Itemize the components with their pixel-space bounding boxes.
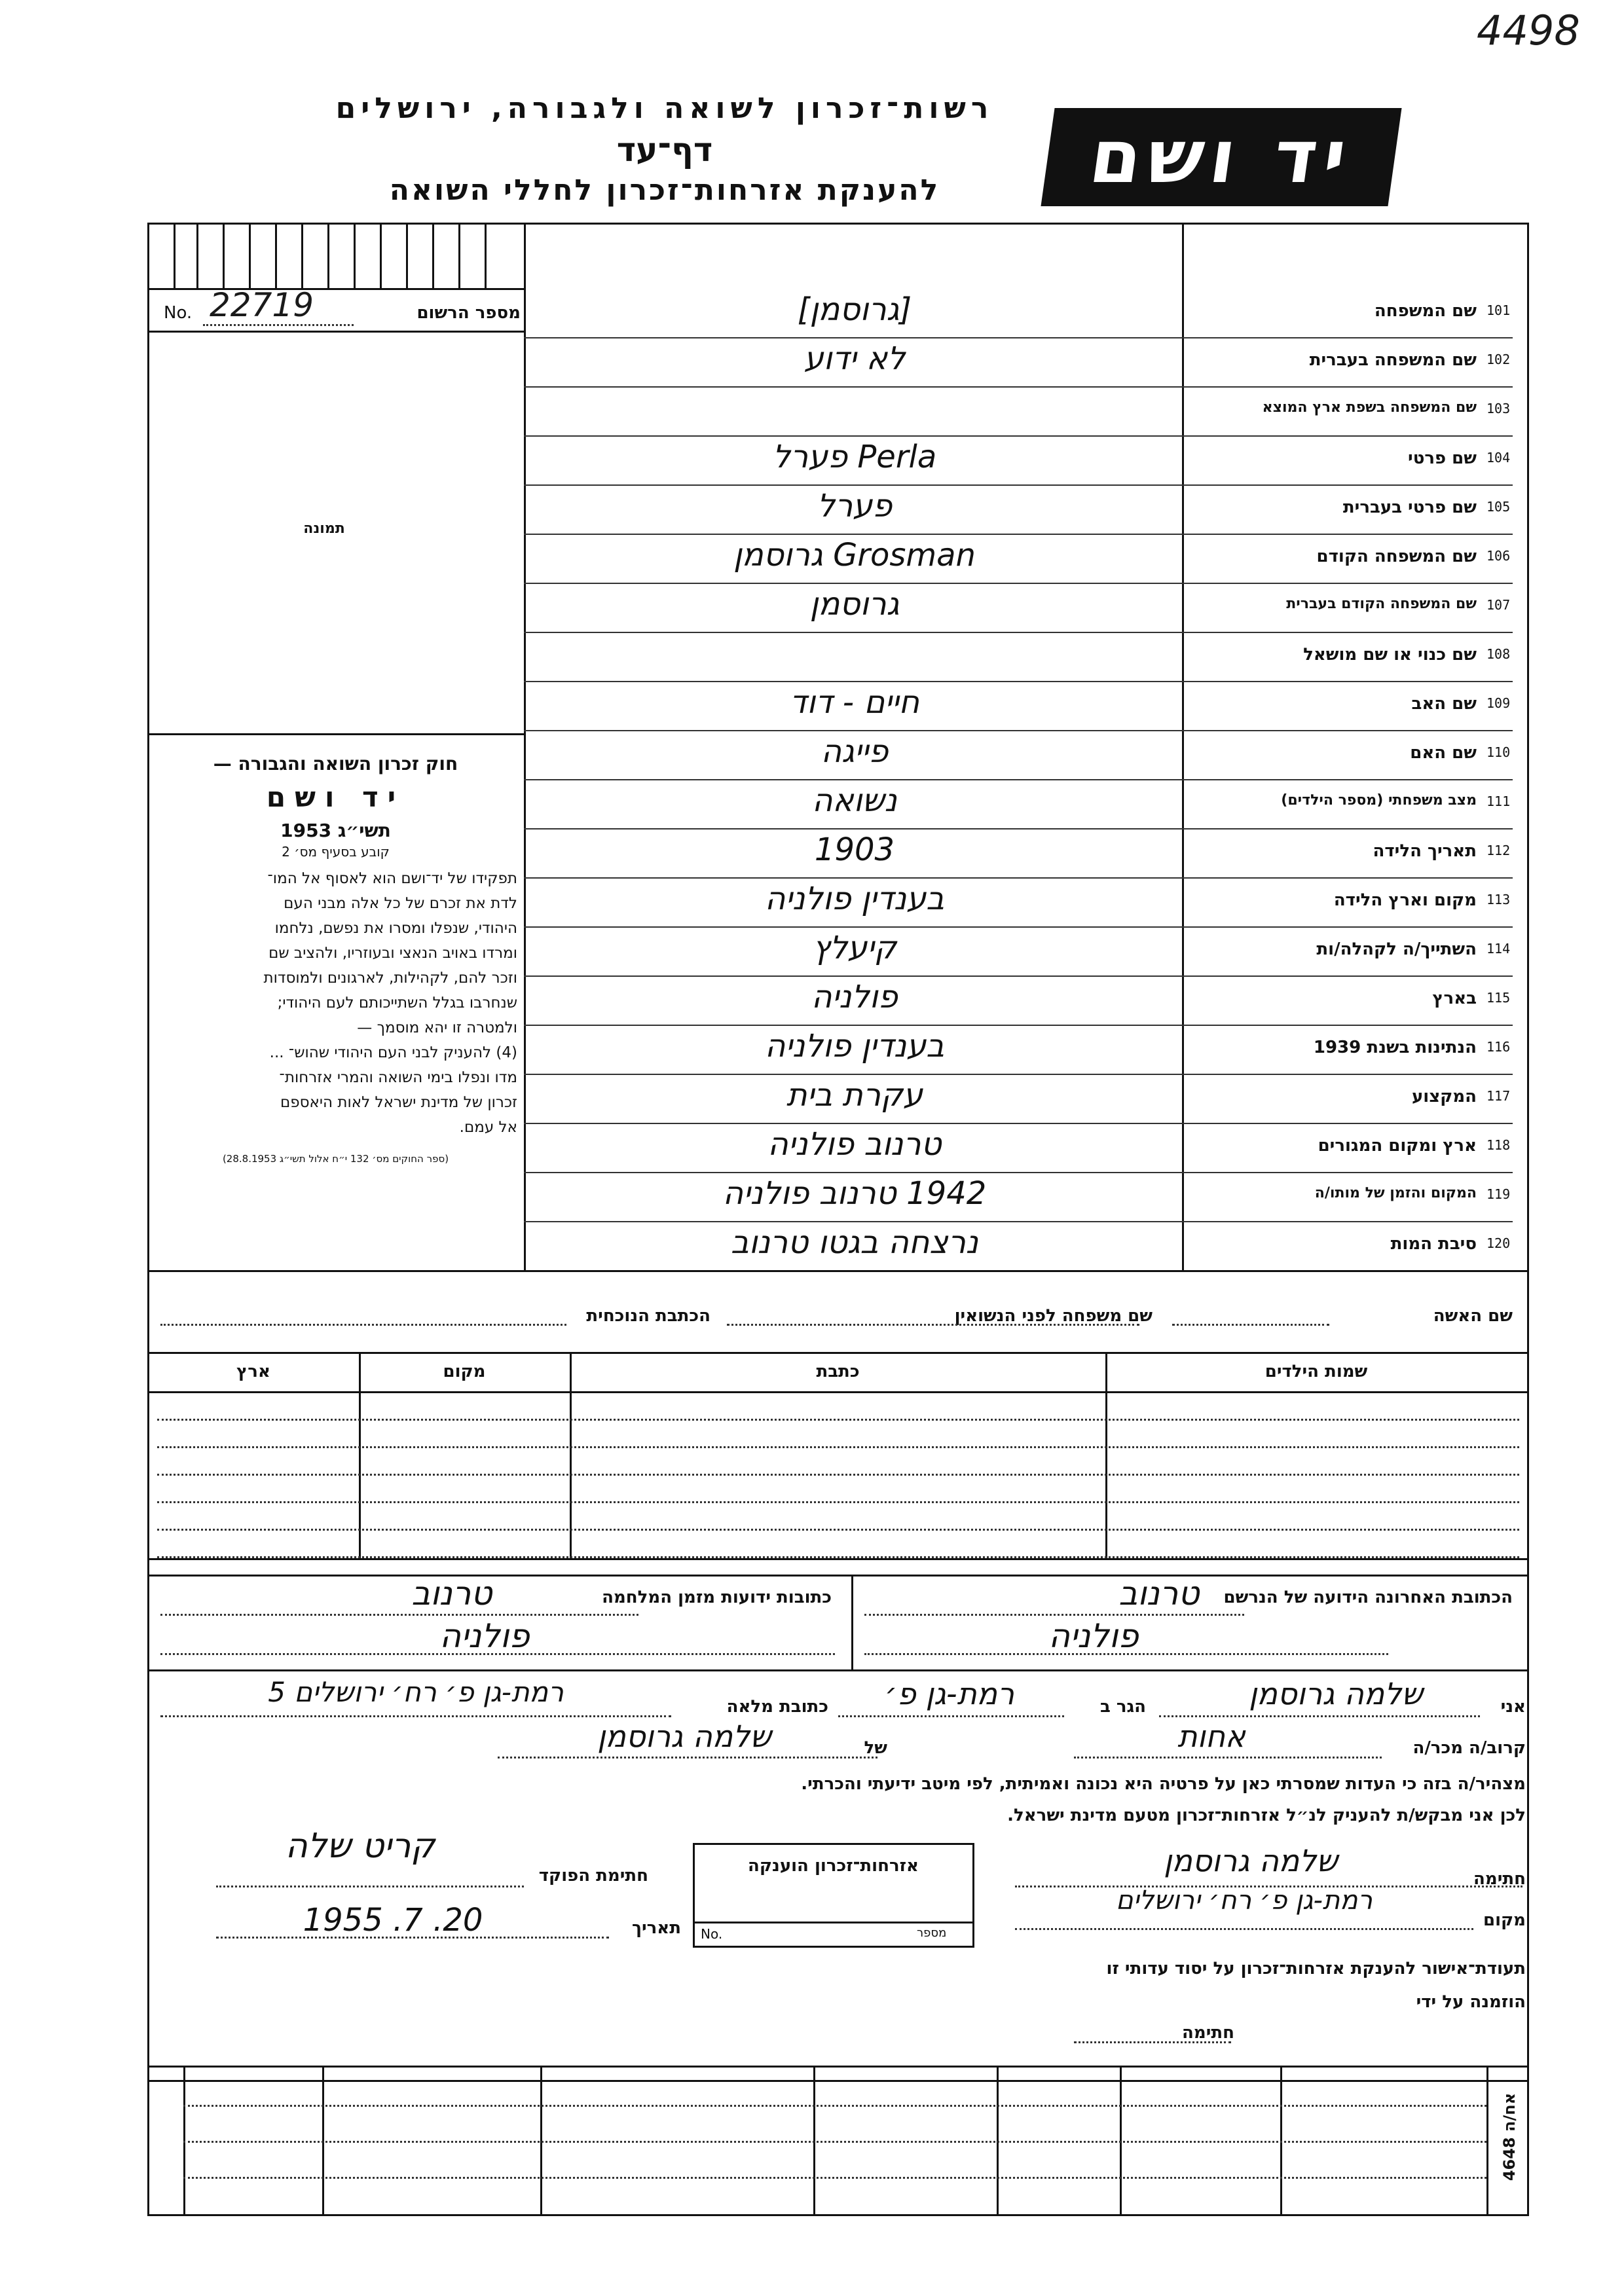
law-text-line: ומרדו באויב הנאצי ובעוזריו, ולהציב שם (268, 945, 517, 962)
last-known-address-value2: פולניה (1048, 1617, 1139, 1655)
field-number: 103 (1486, 401, 1511, 416)
archive-number: 4498 (1477, 7, 1580, 54)
field-value: קיעלץ (812, 930, 896, 966)
official-signature-label: חתימת הפוקד (538, 1866, 648, 1886)
certificate-no-label: No. (701, 1926, 723, 1942)
field-label: הנתינות בשנת 1939 (1313, 1038, 1477, 1057)
law-footnote: (ספר החוקים מס׳ 132 י״ח אלול תשי״ג 28.8.1953) (222, 1153, 449, 1165)
relation-value: אחות (1177, 1719, 1246, 1754)
children-row (157, 1529, 1519, 1531)
yad-vashem-logo (1041, 108, 1401, 206)
field-label: שם המשפחה בעברית (1309, 350, 1477, 370)
law-name: יד ושם (266, 781, 405, 813)
field-label: שם המשפחה בשפת ארץ המוצא (1262, 399, 1477, 416)
photo-label: תמונה (303, 520, 345, 537)
law-text-line: לדת את זכרם של כל אלה מבני העם (284, 895, 517, 912)
field-value: חיים - דוד (790, 684, 919, 721)
field-label: בארץ (1432, 989, 1477, 1008)
law-text-line: וזכר להם, לקהילות, לארגונים ולמוסדות (263, 970, 517, 987)
declarant-i-label: אני (1500, 1697, 1526, 1717)
approval-signature-label: חתימה (1182, 2023, 1234, 2043)
wartime-address-value2: פולניה (439, 1617, 530, 1655)
declarant-full-address: רמת-גן פ׳ רח׳ ירושלים 5 (268, 1676, 564, 1708)
law-clause: קובע בסעיף מס׳ 2 (282, 844, 390, 860)
place-label: מקום (1483, 1910, 1526, 1930)
of-label: של (864, 1738, 887, 1758)
field-label: תאריך הלידה (1373, 841, 1477, 861)
law-text-line: תפקידו של יד־ושם הוא לאסוף אל המו־ (267, 870, 517, 887)
field-value: בענדין פולניה (765, 881, 944, 917)
header-line1: רשות־זכרון לשואה ולגבורה, ירושלים (335, 92, 994, 125)
field-value: גרוסמן (809, 586, 900, 623)
request-text: לכן אני מבקש/ת להעניק לנ״ל אזרחות־זכרון מטעם מדינת ישראל. (1007, 1806, 1526, 1825)
official-date-label: תאריך (631, 1918, 681, 1938)
field-value: [גרוסמן] (797, 291, 912, 328)
law-box (154, 753, 517, 1270)
children-header-names: שמות הילדים (1264, 1362, 1368, 1381)
law-text-line: זכרון של מדינת ישראל לאות היאספם (280, 1094, 517, 1111)
registration-label: מספר הרשום (416, 303, 521, 323)
field-value: בענדין פולניה (765, 1028, 944, 1065)
wife-maiden-label: שם משפחה לפני הנשואין (954, 1306, 1153, 1326)
approval-line1: תעודת־אישור להענקת אזרחות־זכרון על יסוד עדותי זו (1106, 1959, 1526, 1978)
law-text-line: (4) להעניק לבני העם היהודי שהוש־ ... (269, 1044, 517, 1061)
field-number: 118 (1486, 1137, 1511, 1153)
official-date: 20. 7. 1955 (303, 1902, 483, 1939)
law-text-line: ולמטרה זו יהא מוסמך — (357, 1019, 517, 1036)
field-value: 1942 טרנוב פולניה (722, 1175, 987, 1212)
field-value: פייגה (821, 733, 889, 770)
field-number: 113 (1486, 892, 1511, 907)
field-label: השתייך/ה לקהלה/ות (1316, 939, 1477, 959)
wife-label: שם האשה (1433, 1306, 1513, 1326)
official-signature: קריט שלה (285, 1827, 435, 1866)
children-header-place: מקום (443, 1362, 486, 1381)
field-label: שם המשפחה (1374, 301, 1477, 321)
field-label: שם כנוי או שם מושאל (1303, 645, 1477, 665)
last-known-address-value1: טרנוב (1118, 1575, 1200, 1613)
declaration-text: מצהיר/ה בזה כי העדות שמסרתי כאן על פרטיה היא נכונה ואמיתית, לפי מיטב ידיעתי והכרתי. (801, 1774, 1526, 1794)
logo-text: יד ושם (1084, 115, 1358, 200)
children-row (157, 1474, 1519, 1476)
field-value: טרנוב פולניה (767, 1126, 942, 1163)
wartime-address-value1: טרנוב (411, 1575, 492, 1613)
field-value: פערל (817, 488, 893, 524)
field-label: המקצוע (1411, 1087, 1477, 1106)
children-row (157, 1501, 1519, 1503)
law-text-line: שנחרבו בגלל השתייכותם לעם היהודי; (277, 994, 517, 1011)
certificate-title: אזרחות־זכרון הוענקה (748, 1856, 919, 1876)
header-line2: דף־עד (616, 131, 713, 169)
field-value: 1903 (814, 831, 895, 868)
field-number: 117 (1486, 1088, 1511, 1104)
field-number: 112 (1486, 843, 1511, 858)
field-label: שם המשפחה הקודם בעברית (1286, 596, 1477, 612)
relation-label: קרוב/ה מכר/ה (1412, 1738, 1526, 1758)
field-number: 116 (1486, 1039, 1511, 1055)
field-number: 111 (1486, 793, 1511, 809)
declarant-signature: שלמה גרוסמן (1164, 1843, 1338, 1878)
declarant-full-address-label: כתובת מלאה (726, 1697, 828, 1717)
registration-number: 22719 (210, 286, 314, 324)
declarant-signature-label: חתימה (1473, 1869, 1526, 1889)
law-text-line: היהודי, שנפלו ומסרו את נפשם, נלחמו (274, 920, 517, 937)
field-number: 114 (1486, 941, 1511, 957)
field-label: שם פרטי (1408, 448, 1477, 468)
field-value: נשואה (812, 782, 897, 819)
field-label: ארץ ומקום המגורים (1318, 1136, 1477, 1156)
field-number: 110 (1486, 744, 1511, 760)
field-number: 115 (1486, 990, 1511, 1006)
field-number: 108 (1486, 646, 1511, 662)
law-text-line: מדו ונפלו בימי השואה והמרי אזרחות־ (279, 1069, 517, 1086)
last-known-address-label: הכתובת האחרונה הידועה של הנרשם (1223, 1588, 1513, 1607)
children-row (157, 1419, 1519, 1421)
field-number: 119 (1486, 1186, 1511, 1202)
children-header-country: ארץ (236, 1362, 270, 1381)
field-label: המקום והזמן של מותו/ה (1314, 1185, 1477, 1201)
field-label: שם פרטי בעברית (1342, 498, 1477, 517)
law-text (154, 866, 517, 1140)
place-value: רמת-גן פ׳ רח׳ ירושלים (1116, 1886, 1373, 1916)
header-line3: להענקת אזרחות־זכרון לחללי השואה (389, 173, 940, 207)
field-label: מצב משפחתי (מספר הילדים) (1281, 792, 1477, 809)
children-row (157, 1446, 1519, 1448)
of-value: שלמה גרוסמן (597, 1719, 771, 1754)
field-number: 101 (1486, 302, 1511, 318)
field-label: שם האם (1410, 743, 1477, 763)
declarant-lives-label: הגר ב (1099, 1697, 1146, 1717)
field-value: Grosman גרוסמן (733, 537, 976, 574)
declarant-lives-value: רמת-גן פ׳ (885, 1676, 1014, 1711)
field-value: נרצחה בגטו טרנוב (730, 1224, 979, 1261)
certificate-number-label: מספר (917, 1926, 947, 1940)
field-value: עקרת בית (786, 1077, 923, 1114)
law-title: חוק זכרון השואה והגבורה — (213, 753, 458, 774)
field-value: פולניה (811, 979, 898, 1015)
field-number: 105 (1486, 499, 1511, 515)
children-header-address: כתבת (816, 1362, 860, 1381)
approval-line2: הוזמנה על ידי (1416, 1992, 1526, 2012)
side-code: אח/ה 4648 (1500, 2092, 1519, 2181)
field-value: לא ידוע (803, 340, 906, 377)
field-number: 107 (1486, 597, 1511, 613)
wartime-address-label: כתובות ידועות מזמן המלחמה (602, 1588, 832, 1607)
field-label: מקום וארץ הלידה (1333, 890, 1477, 910)
field-label: שם המשפחה הקודם (1316, 547, 1477, 566)
field-number: 109 (1486, 695, 1511, 711)
field-label: שם האב (1411, 694, 1477, 714)
field-number: 102 (1486, 352, 1511, 367)
field-label: סיבת המות (1390, 1234, 1477, 1254)
wife-address-label: הכתבת הנוכחית (586, 1306, 710, 1326)
field-value: Perla פערל (772, 439, 937, 475)
field-number: 104 (1486, 450, 1511, 465)
field-number: 120 (1486, 1235, 1511, 1251)
registration-no-label: No. (164, 303, 193, 323)
law-year: תשי״ג 1953 (280, 820, 391, 841)
declarant-name: שלמה גרוסמן (1249, 1676, 1423, 1711)
field-number: 106 (1486, 548, 1511, 564)
law-text-line: אל עמם. (459, 1119, 517, 1136)
